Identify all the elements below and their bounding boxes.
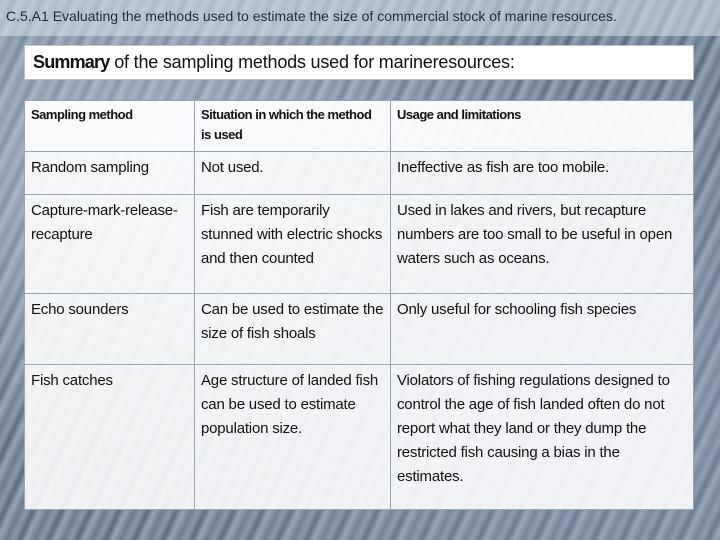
cell-usage: Ineffective as fish are too mobile. <box>391 152 694 195</box>
summary-heading-rest: of the sampling methods used for marineresources: <box>109 52 515 72</box>
slide-title: C.5.A1 Evaluating the methods used to estimate the size of commercial stock of marine resources. <box>6 8 617 24</box>
header-usage-limitations: Usage and limitations <box>391 101 694 152</box>
cell-situation: Can be used to estimate the size of fish shoals <box>195 294 391 365</box>
cell-situation: Age structure of landed fish can be used to estimate population size. <box>195 365 391 510</box>
sampling-methods-table <box>24 100 694 510</box>
cell-situation: Not used. <box>195 152 391 195</box>
cell-usage: Only useful for schooling fish species <box>391 294 694 365</box>
cell-method: Capture-mark-release-recapture <box>25 195 195 294</box>
cell-usage: Used in lakes and rivers, but recapture numbers are too small to be useful in open waters such as oceans. <box>391 195 694 294</box>
table-row <box>25 294 694 365</box>
summary-heading <box>33 52 515 73</box>
summary-heading-bold: Summary <box>33 52 110 72</box>
header-sampling-method: Sampling method <box>25 101 195 152</box>
cell-method: Fish catches <box>25 365 195 510</box>
table-row <box>25 152 694 195</box>
title-band <box>0 0 720 36</box>
summary-box <box>24 45 694 80</box>
cell-method: Echo sounders <box>25 294 195 365</box>
table-row <box>25 365 694 510</box>
header-situation: Situation in which the method is used <box>195 101 391 152</box>
table-row <box>25 195 694 294</box>
cell-method: Random sampling <box>25 152 195 195</box>
table-header-row <box>25 101 694 152</box>
cell-usage: Violators of fishing regulations designed to control the age of fish landed often do not report what they land or they dump the restricted fish causing a bias in the estimates. <box>391 365 694 510</box>
cell-situation: Fish are temporarily stunned with electric shocks and then counted <box>195 195 391 294</box>
